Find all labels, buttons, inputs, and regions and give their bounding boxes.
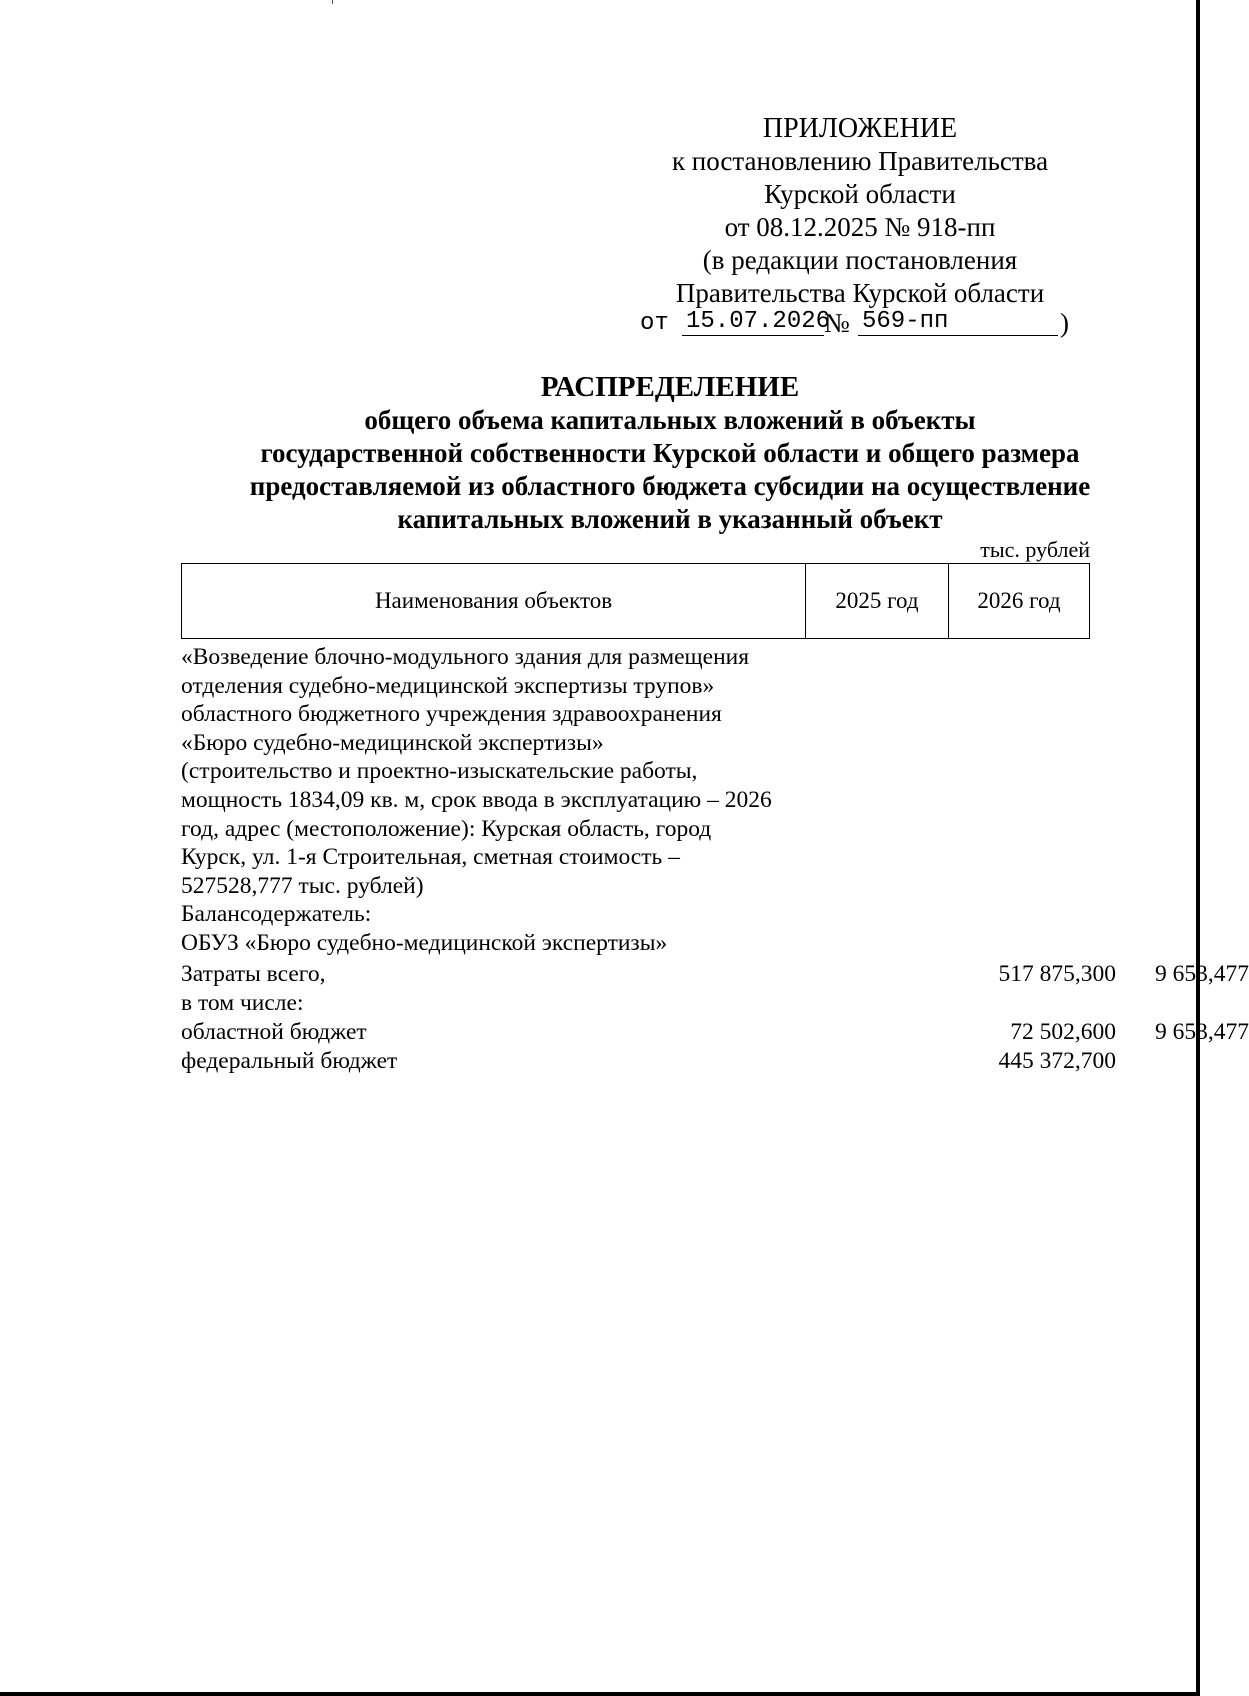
header-object-names: Наименования объектов: [182, 564, 806, 638]
object-description-line: Курск, ул. 1-я Строительная, сметная стоимость –: [181, 844, 680, 871]
row-label: Затраты всего,: [181, 961, 326, 987]
row-value-2025: 72 502,600: [1010, 1019, 1116, 1045]
edition-close-paren: ): [1060, 308, 1069, 338]
object-description-line: (строительство и проектно-изыскательские работы,: [181, 758, 698, 785]
row-value-2026: 9 653,477: [1155, 1019, 1249, 1045]
scan-edge-right: [1196, 0, 1200, 1696]
appendix-line: (в редакции постановления: [702, 245, 1018, 275]
row-value-2025: 445 372,700: [998, 1048, 1116, 1074]
document-title: [180, 371, 1160, 536]
object-description-line: 527528,777 тыс. рублей): [181, 872, 424, 899]
scan-edge-bottom: [0, 1692, 1200, 1696]
table-row-federal-budget: [181, 1048, 1116, 1077]
appendix-line: от 08.12.2025 № 918-пп: [724, 212, 996, 242]
table-row-regional-budget: [181, 1019, 1249, 1048]
object-description-line: Балансодержатель:: [181, 901, 372, 928]
edition-date-field: 15.07.2026: [682, 308, 824, 336]
appendix-line: Правительства Курской области: [675, 278, 1045, 308]
row-label: областной бюджет: [181, 1019, 367, 1045]
object-description-line: год, адрес (местоположение): Курская область, город: [181, 815, 712, 842]
appendix-line: Курской области: [764, 179, 956, 209]
appendix-title: ПРИЛОЖЕНИЕ: [762, 113, 958, 144]
header-2025: 2025 год: [806, 564, 949, 638]
document-title-main: РАСПРЕДЕЛЕНИЕ: [540, 371, 800, 403]
appendix-line: к постановлению Правительства: [671, 146, 1049, 176]
document-title-line: государственной собственности Курской области и общего размера: [260, 438, 1080, 468]
appendix-header: [640, 112, 1080, 310]
document-title-line: капитальных вложений в указанный объект: [397, 504, 943, 534]
object-description-line: «Бюро судебно-медицинской экспертизы»: [181, 729, 604, 756]
object-description-line: мощность 1834,09 кв. м, срок ввода в эксплуатацию – 2026: [181, 786, 772, 813]
edition-reference: [640, 308, 1080, 344]
row-value-2025: 517 875,300: [998, 961, 1116, 987]
row-label: в том числе:: [181, 990, 304, 1016]
units-label: тыс. рублей: [980, 537, 1090, 562]
table-row-including: [181, 990, 1090, 1019]
row-value-2026: 9 653,477: [1155, 961, 1249, 987]
object-description-line: «Возведение блочно-модульного здания для размещения: [181, 644, 750, 670]
edition-number-sign: №: [824, 308, 850, 338]
row-label: федеральный бюджет: [181, 1048, 398, 1074]
table-row-total: [181, 961, 1249, 990]
edition-number-field: 569-пп: [858, 308, 1058, 336]
scan-edge-tick: [332, 0, 333, 4]
document-title-line: общего объема капитальных вложений в объекты: [364, 405, 976, 435]
table-header: [181, 563, 1090, 639]
object-description: [181, 643, 801, 958]
header-2026: 2026 год: [977, 588, 1061, 613]
object-description-line: ОБУЗ «Бюро судебно-медицинской экспертизы»: [181, 929, 668, 956]
object-description-line: отделения судебно-медицинской экспертизы трупов»: [181, 672, 715, 699]
edition-ot: от: [640, 310, 669, 337]
document-title-line: предоставляемой из областного бюджета субсидии на осуществление: [249, 471, 1091, 501]
object-description-line: областного бюджетного учреждения здравоохранения: [181, 701, 722, 728]
